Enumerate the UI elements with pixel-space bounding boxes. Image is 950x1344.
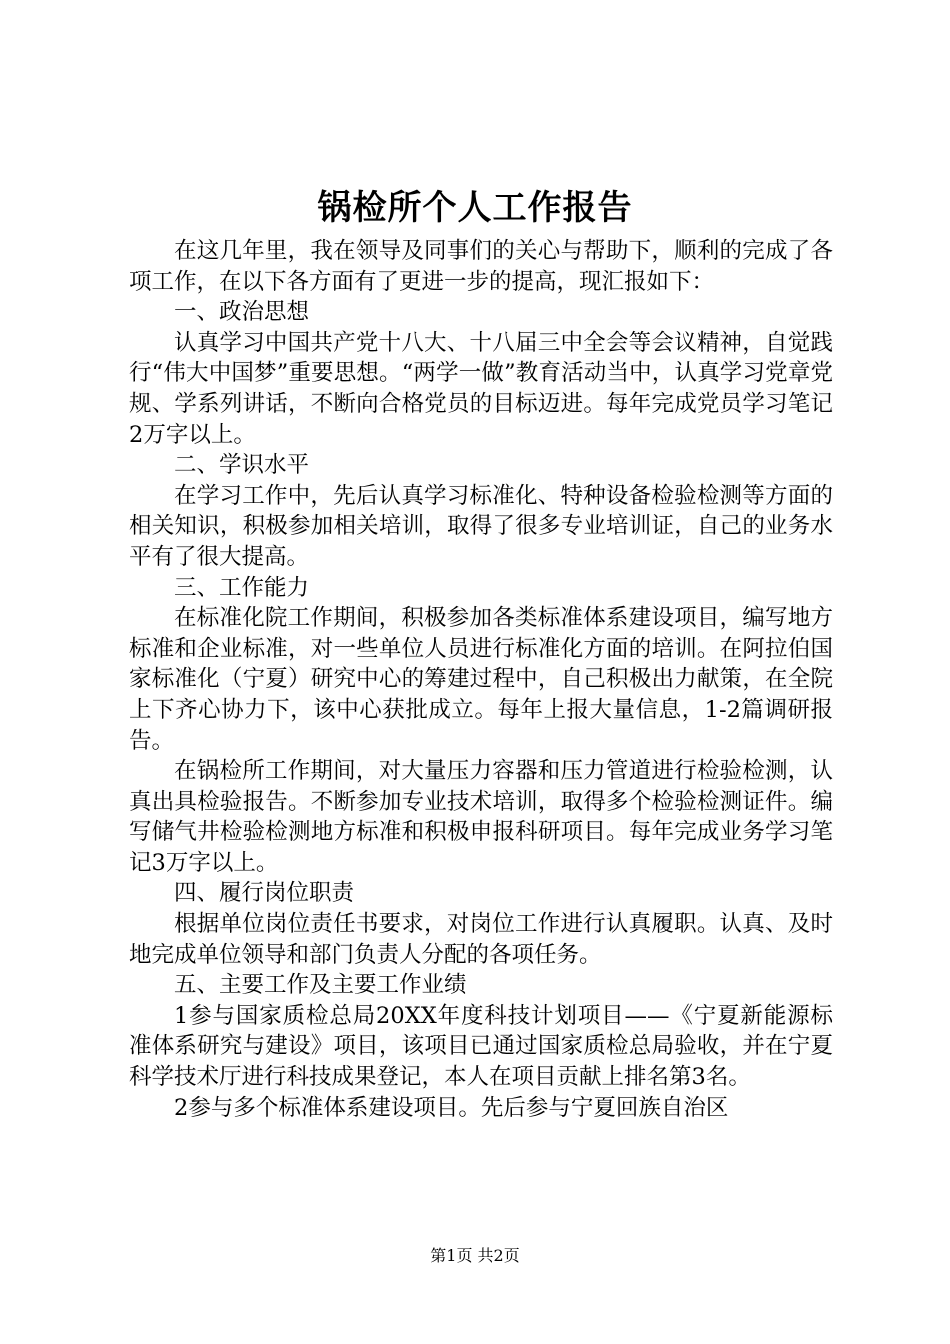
paragraph-achievement-1: 1参与国家质检总局20XX年度科技计划项目——《宁夏新能源标准体系研究与建设》项目，该项目已通过国家质检总局验收，并在宁夏科学技术厅进行科技成果登记，本人在项目贡献上排名第3名。: [129, 1002, 833, 1091]
paragraph-ability-standardization: 在标准化院工作期间，积极参加各类标准体系建设项目，编写地方标准和企业标准，对一些单位人员进行标准化方面的培训。在阿拉伯国家标准化（宁夏）研究中心的筹建过程中，自己积极出力献策，在全院上下齐心协力下，该中心获批成立。每年上报大量信息，1-2篇调研报告。: [129, 605, 833, 754]
document-body: [129, 236, 833, 1123]
document-title: 锅检所个人工作报告: [317, 188, 633, 228]
section-heading-ability: 三、工作能力: [174, 574, 310, 601]
paragraph-achievement-2: 2参与多个标准体系建设项目。先后参与宁夏回族自治区: [174, 1094, 729, 1121]
paragraph-politics: 认真学习中国共产党十八大、十八届三中全会等会议精神，自觉践行“伟大中国梦”重要思想。“两学一做”教育活动当中，认真学习党章党规、学系列讲话，不断向合格党员的目标迈进。每年完成党员学习笔记2万字以上。: [129, 329, 833, 448]
page-footer: [0, 1245, 950, 1267]
paragraph-intro: 在这几年里，我在领导及同事们的关心与帮助下，顺利的完成了各项工作，在以下各方面有了更进一步的提高，现汇报如下：: [129, 238, 833, 295]
paragraph-duties: 根据单位岗位责任书要求，对岗位工作进行认真履职。认真、及时地完成单位领导和部门负责人分配的各项任务。: [129, 911, 833, 968]
page-number-total: 共2页: [477, 1246, 520, 1265]
section-heading-politics: 一、政治思想: [174, 299, 310, 326]
paragraph-ability-boiler-inspection: 在锅检所工作期间，对大量压力容器和压力管道进行检验检测，认真出具检验报告。不断参加专业技术培训，取得多个检验检测证件。编写储气井检验检测地方标准和积极申报科研项目。每年完成业务学习笔记3万字以上。: [129, 758, 833, 876]
section-heading-knowledge: 二、学识水平: [174, 452, 310, 479]
page-number-current: 第1页: [430, 1246, 473, 1265]
section-heading-achievements: 五、主要工作及主要工作业绩: [174, 972, 467, 999]
section-heading-duties: 四、履行岗位职责: [174, 880, 355, 907]
paragraph-knowledge: 在学习工作中，先后认真学习标准化、特种设备检验检测等方面的相关知识，积极参加相关培训，取得了很多专业培训证，自己的业务水平有了很大提高。: [129, 482, 833, 570]
